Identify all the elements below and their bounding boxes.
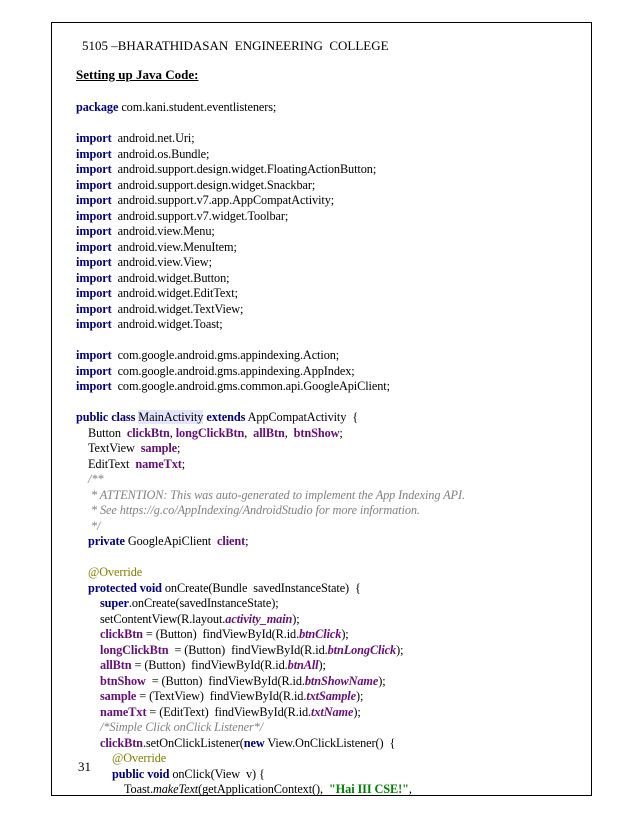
- string-literal: "Hai III CSE!": [328, 782, 409, 796]
- import-line: [76, 224, 576, 240]
- keyword: void: [139, 580, 162, 595]
- field-name: nameTxt: [100, 704, 147, 719]
- method-signature: onCreate(Bundle savedInstanceState) {: [161, 580, 361, 595]
- code-line-super: [76, 596, 576, 612]
- import-line: [76, 364, 576, 380]
- keyword: import: [76, 301, 112, 316]
- keyword: import: [76, 177, 112, 192]
- section-title: Setting up Java Code:: [76, 67, 199, 82]
- import-line: [76, 379, 576, 395]
- code-line-onclick: [76, 767, 576, 783]
- field-name: allBtn: [100, 658, 132, 672]
- code-line-findview: [76, 643, 576, 659]
- doc-comment-line: * See https://g.co/AppIndexing/AndroidStudio for more information.: [88, 503, 420, 517]
- keyword: import: [76, 224, 112, 238]
- import-path: android.widget.Toast;: [117, 317, 223, 331]
- import-line: [76, 317, 576, 333]
- keyword: void: [147, 766, 170, 781]
- punctuation: );: [378, 673, 386, 688]
- import-path: android.net.Uri;: [117, 131, 195, 145]
- keyword: import: [76, 162, 112, 176]
- field-name: btnShow: [100, 673, 146, 688]
- code-line-class-decl: [76, 410, 576, 426]
- method-call: .setOnClickListener(: [142, 735, 244, 750]
- import-line: [76, 178, 576, 194]
- import-path: com.google.android.gms.appindexing.AppIndex;: [117, 363, 355, 378]
- import-path: android.view.MenuItem;: [117, 239, 237, 254]
- code-line-oncreate: [76, 581, 576, 597]
- annotation: @Override: [112, 751, 167, 765]
- code-line-toast: [76, 782, 576, 798]
- field-name: longClickBtn: [100, 642, 169, 657]
- field-name: client: [217, 534, 246, 548]
- view-id: btnShowName: [304, 673, 379, 688]
- layout-id: activity_main: [225, 611, 293, 626]
- annotation: @Override: [88, 565, 143, 579]
- import-path: android.support.v7.app.AppCompatActivity;: [117, 193, 335, 207]
- keyword: import: [76, 379, 112, 393]
- keyword: import: [76, 208, 112, 223]
- keyword: protected: [88, 580, 137, 595]
- keyword: import: [76, 239, 112, 254]
- type-name: GoogleApiClient: [124, 534, 215, 548]
- import-path: android.support.design.widget.FloatingActionButton;: [117, 162, 377, 176]
- import-path: android.widget.TextView;: [117, 301, 244, 316]
- import-line: [76, 286, 576, 302]
- keyword: import: [76, 255, 112, 269]
- keyword: super: [100, 596, 129, 610]
- import-group-google: [76, 348, 576, 395]
- method-signature: onClick(View v) {: [169, 766, 265, 781]
- import-line: [76, 147, 576, 163]
- keyword: import: [76, 317, 112, 331]
- method-call: .onCreate(savedInstanceState);: [128, 596, 279, 610]
- import-line: [76, 348, 576, 364]
- keyword: package: [76, 100, 119, 114]
- import-path: com.google.android.gms.appindexing.Action;: [117, 348, 340, 362]
- doc-comment-line: * ATTENTION: This was auto-generated to implement the App Indexing API.: [88, 487, 465, 502]
- import-line: [76, 302, 576, 318]
- method-args: (getApplicationContext(),: [198, 782, 329, 796]
- keyword: import: [76, 363, 112, 378]
- field-name: clickBtn: [100, 627, 143, 641]
- keyword: private: [88, 534, 125, 548]
- class-name: MainActivity: [138, 410, 204, 424]
- type-name: Button: [88, 425, 121, 440]
- import-path: android.os.Bundle;: [117, 146, 210, 161]
- code-line-findview: [76, 705, 576, 721]
- view-id: btnAll: [287, 658, 319, 672]
- field-name: clickBtn: [126, 425, 170, 440]
- import-line: [76, 209, 576, 225]
- type-name: EditText: [88, 456, 130, 471]
- import-path: android.view.Menu;: [117, 224, 215, 238]
- code-line-findview: [76, 689, 576, 705]
- keyword: public: [112, 766, 145, 781]
- punctuation: ,: [408, 782, 412, 796]
- import-path: android.support.design.widget.Snackbar;: [117, 177, 316, 192]
- keyword: import: [76, 131, 112, 145]
- cast-expression: = (TextView) findViewById(R.id.: [136, 689, 307, 703]
- code-line-textview-field: TextView sample;: [88, 441, 181, 455]
- punctuation: );: [355, 689, 364, 703]
- field-name: allBtn: [253, 425, 285, 440]
- package-name: com.kani.student.eventlisteners;: [118, 100, 277, 114]
- superclass: AppCompatActivity {: [245, 410, 359, 424]
- keyword: public: [76, 410, 109, 424]
- code-line-package: [76, 100, 576, 116]
- view-id: btnClick: [299, 627, 342, 641]
- field-name: sample: [100, 689, 137, 703]
- keyword: class: [111, 410, 136, 424]
- punctuation: );: [318, 658, 326, 672]
- view-id: btnLongClick: [327, 642, 397, 657]
- doc-comment-open: /**: [88, 472, 104, 486]
- import-line: [76, 162, 576, 178]
- code-line-findview: [76, 627, 576, 643]
- keyword: import: [76, 146, 112, 161]
- punctuation: );: [353, 704, 361, 719]
- doc-comment-close: */: [88, 518, 101, 533]
- keyword: import: [76, 348, 112, 362]
- import-line: [76, 255, 576, 271]
- blank-line: [76, 333, 576, 349]
- import-path: com.google.android.gms.common.api.GoogleApiClient;: [117, 379, 390, 393]
- method-call: setContentView(R.layout.: [100, 611, 226, 626]
- view-id: txtSample: [306, 689, 356, 703]
- code-line-setcontentview: [76, 612, 576, 628]
- import-line: [76, 271, 576, 287]
- keyword: import: [76, 193, 112, 207]
- code-line-findview: [76, 674, 576, 690]
- punctuation: );: [396, 642, 404, 657]
- blank-line: [76, 550, 576, 566]
- field-name: btnShow: [293, 425, 340, 440]
- import-path: android.view.View;: [117, 255, 212, 269]
- code-line-set-listener: [76, 736, 576, 752]
- punctuation: );: [292, 611, 300, 626]
- field-name: sample: [140, 441, 178, 455]
- code-line-findview: [76, 658, 576, 674]
- type-name: TextView: [88, 441, 135, 455]
- blank-line: [76, 395, 576, 411]
- page-number: 31: [78, 759, 91, 774]
- punctuation: );: [341, 627, 349, 641]
- class-ref: Toast.: [124, 782, 153, 796]
- keyword: new: [243, 735, 265, 750]
- field-name: longClickBtn: [175, 425, 245, 440]
- import-path: android.widget.Button;: [117, 270, 230, 285]
- import-line: [76, 240, 576, 256]
- listener-type: View.OnClickListener() {: [264, 735, 396, 750]
- code-line-button-fields: Button clickBtn, longClickBtn, allBtn, btnShow;: [88, 425, 343, 440]
- cast-expression: = (Button) findViewById(R.id.: [142, 627, 300, 641]
- page-header: 5105 –BHARATHIDASAN ENGINEERING COLLEGE: [82, 38, 389, 53]
- code-line-client-field: private GoogleApiClient client;: [88, 534, 249, 548]
- keyword: import: [76, 270, 112, 285]
- field-name: clickBtn: [100, 735, 143, 750]
- view-id: txtName: [311, 704, 354, 719]
- blank-line: [76, 116, 576, 132]
- import-path: android.widget.EditText;: [117, 286, 238, 300]
- cast-expression: = (Button) findViewById(R.id.: [131, 658, 288, 672]
- cast-expression: = (Button) findViewById(R.id.: [145, 673, 305, 688]
- static-method: makeText: [152, 782, 199, 796]
- import-group-android: [76, 131, 576, 333]
- code-line-edittext-field: EditText nameTxt;: [88, 456, 186, 471]
- cast-expression: = (EditText) findViewById(R.id.: [146, 704, 312, 719]
- import-path: android.support.v7.widget.Toolbar;: [117, 208, 289, 223]
- field-name: nameTxt: [135, 456, 182, 471]
- keyword: extends: [206, 410, 246, 424]
- import-line: [76, 131, 576, 147]
- import-line: [76, 193, 576, 209]
- inline-comment: /*Simple Click onClick Listener*/: [100, 720, 264, 734]
- cast-expression: = (Button) findViewById(R.id.: [168, 642, 328, 657]
- keyword: import: [76, 286, 112, 300]
- code-listing: [76, 100, 576, 798]
